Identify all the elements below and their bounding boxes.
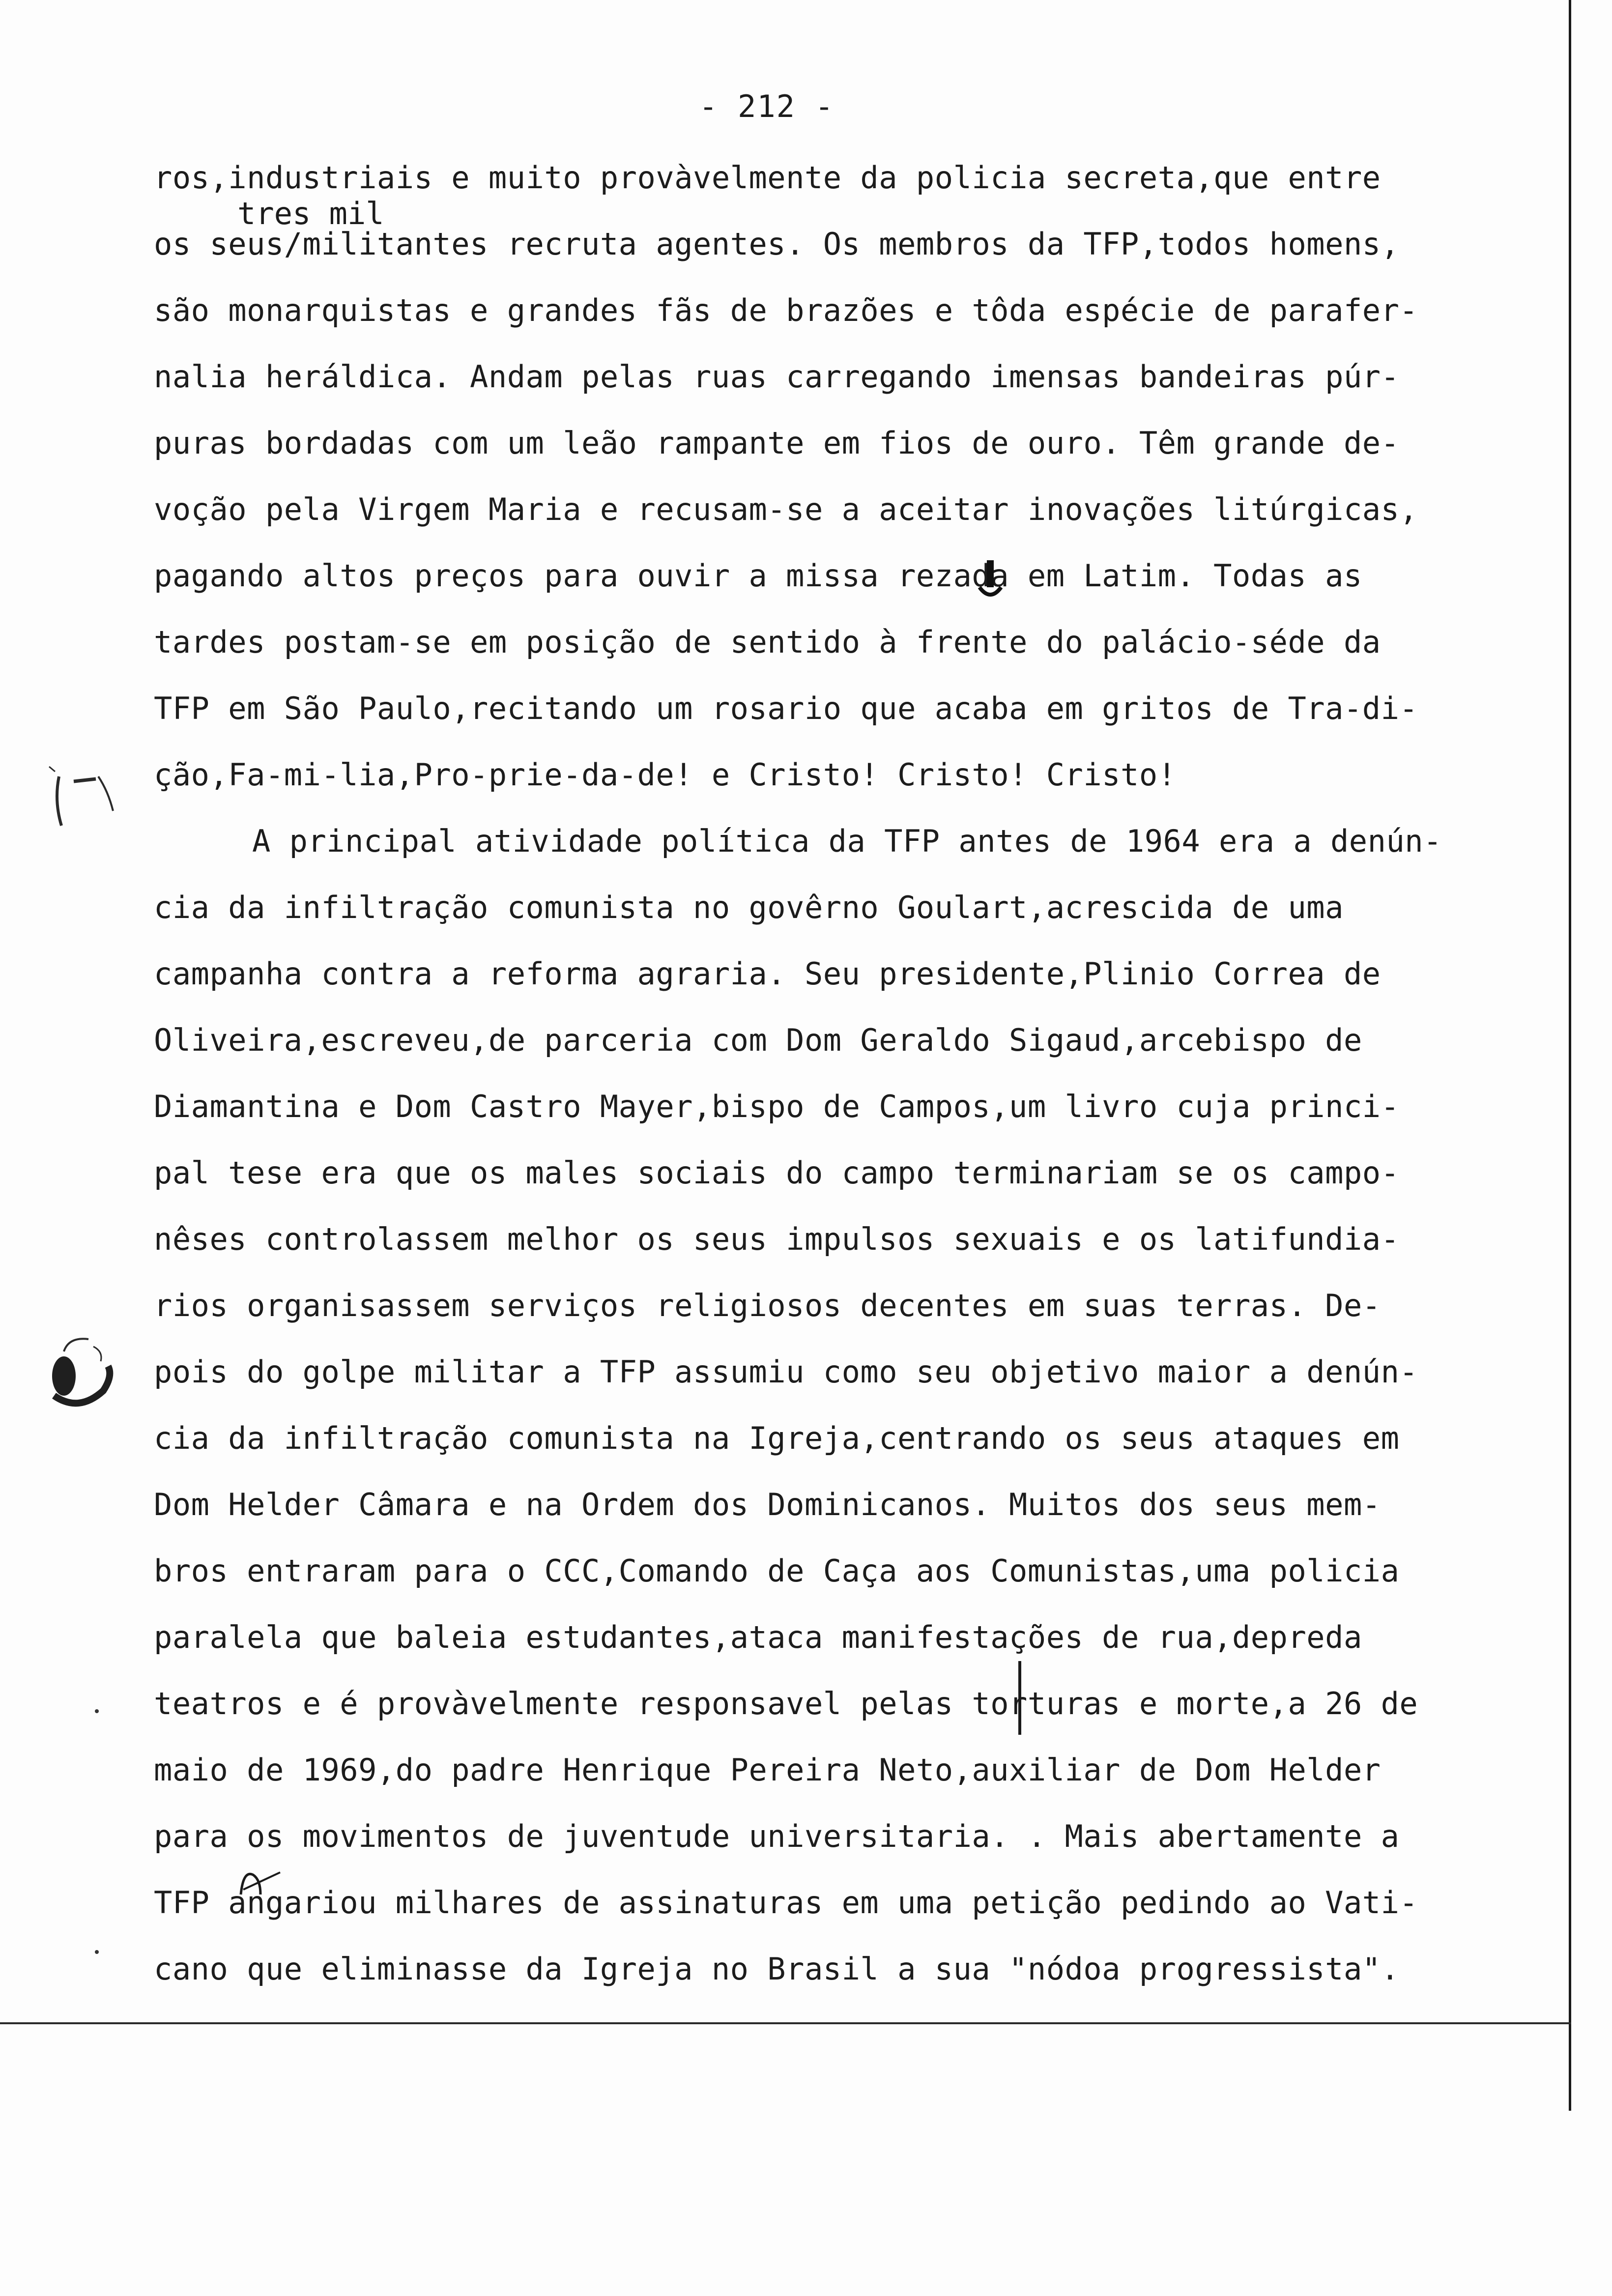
text-line-1: ros,industriais e muito provàvelmente da policia secreta,que entre <box>154 160 1381 196</box>
text-line-12: cia da infiltração comunista no govêrno Goulart,acrescida de uma <box>154 890 1344 925</box>
text-line-22: bros entraram para o CCC,Comando de Caça aos Comunistas,uma policia <box>154 1553 1400 1589</box>
margin-dot-icon <box>91 1705 103 1717</box>
text-line-9: TFP em São Paulo,recitando um rosario que acaba em gritos de Tra-di- <box>154 690 1418 726</box>
text-line-11: A principal atividade política da TFP antes de 1964 era a denún- <box>252 823 1442 859</box>
text-line-24: teatros e é provàvelmente responsavel pelas torturas e morte,a 26 de <box>154 1686 1418 1722</box>
text-line-14: Oliveira,escreveu,de parceria com Dom Geraldo Sigaud,arcebispo de <box>154 1022 1362 1058</box>
handwritten-insertion: tres mil <box>237 196 384 231</box>
text-line-27: TFP angariou milhares de assinaturas em uma petição pedindo ao Vati- <box>154 1885 1418 1921</box>
text-line-19: pois do golpe militar a TFP assumiu como seu objetivo maior a denún- <box>154 1354 1418 1390</box>
handwritten-correction-icon <box>233 1860 288 1899</box>
bottom-rule <box>0 2022 1571 2024</box>
text-line-4: nalia heráldica. Andam pelas ruas carregando imensas bandeiras púr- <box>154 359 1400 395</box>
margin-hook-mark-icon <box>44 757 123 831</box>
text-line-25: maio de 1969,do padre Henrique Pereira Neto,auxiliar de Dom Helder <box>154 1752 1381 1788</box>
text-line-28: cano que eliminasse da Igreja no Brasil a sua "nódoa progressista". <box>154 1951 1400 1987</box>
correction-stroke-icon <box>1015 1661 1025 1740</box>
text-line-17: nêses controlassem melhor os seus impulsos sexuais e os latifundia- <box>154 1221 1400 1257</box>
right-margin-rule <box>1569 0 1571 2111</box>
text-line-23: paralela que baleia estudantes,ataca manifestações de rua,depreda <box>154 1619 1362 1655</box>
text-line-5: puras bordadas com um leão rampante em fios de ouro. Têm grande de- <box>154 425 1400 461</box>
text-line-8: tardes postam-se em posição de sentido à frente do palácio-séde da <box>154 624 1381 660</box>
text-line-2: os seus/militantes recruta agentes. Os membros da TFP,todos homens, <box>154 226 1400 262</box>
text-line-18: rios organisassem serviços religiosos decentes em suas terras. De- <box>154 1288 1381 1323</box>
ink-correction-mark-icon <box>976 558 1005 602</box>
text-line-10: ção,Fa-mi-lia,Pro-prie-da-de! e Cristo! Cristo! Cristo! <box>154 757 1177 793</box>
text-line-16: pal tese era que os males sociais do campo terminariam se os campo- <box>154 1155 1400 1191</box>
text-line-6: voção pela Virgem Maria e recusam-se a aceitar inovações litúrgicas, <box>154 491 1418 527</box>
page-number: - 212 - <box>699 88 835 124</box>
text-line-15: Diamantina e Dom Castro Mayer,bispo de Campos,um livro cuja princi- <box>154 1089 1400 1124</box>
text-line-26: para os movimentos de juventude universitaria. . Mais abertamente a <box>154 1818 1400 1854</box>
text-line-20: cia da infiltração comunista na Igreja,centrando os seus ataques em <box>154 1420 1400 1456</box>
margin-dot-icon <box>91 1946 103 1958</box>
text-line-21: Dom Helder Câmara e na Ordem dos Dominicanos. Muitos dos seus mem- <box>154 1487 1381 1522</box>
margin-ink-blot-icon <box>34 1327 133 1425</box>
text-line-3: são monarquistas e grandes fãs de brazões e tôda espécie de parafer- <box>154 292 1418 328</box>
text-line-13: campanha contra a reforma agraria. Seu presidente,Plinio Correa de <box>154 956 1381 992</box>
text-line-7: pagando altos preços para ouvir a missa rezada em Latim. Todas as <box>154 558 1362 594</box>
